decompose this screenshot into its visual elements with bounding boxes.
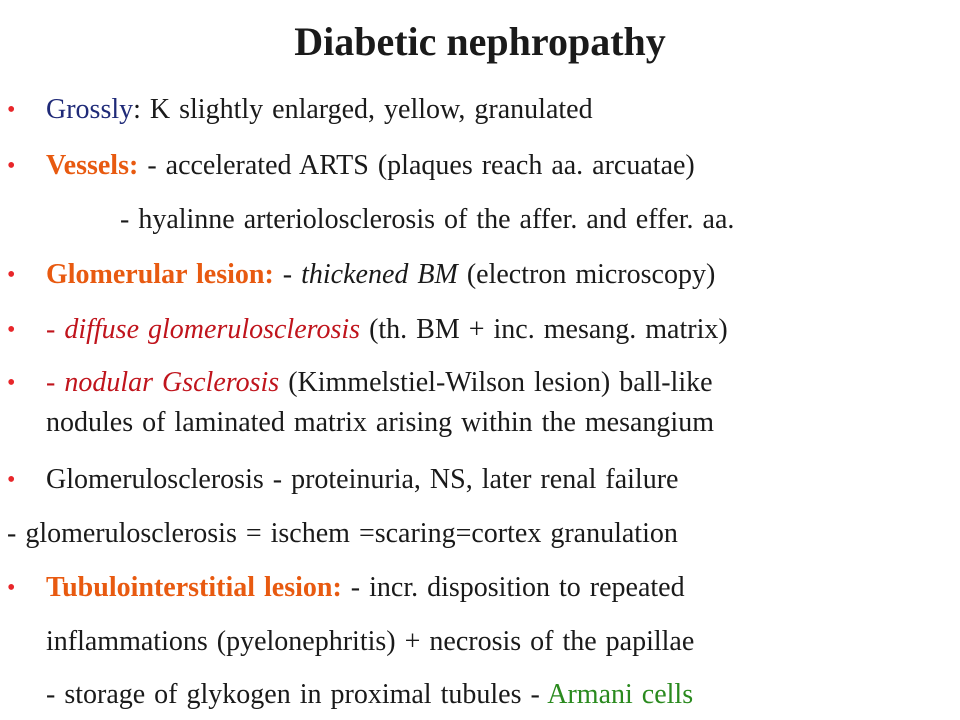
bullet-icon: • [7,467,16,493]
tubulointerstitial-label: Tubulointerstitial lesion: [46,572,342,603]
bullet-icon: • [7,97,16,123]
bullet-icon: • [7,262,16,288]
glomerular-label: Glomerular lesion: [46,259,274,290]
bullet-icon: • [7,575,16,601]
glykogen-text: - storage of glykogen in proximal tubules - [46,679,548,710]
slide-title: Diabetic nephropathy [294,19,666,64]
hyaline-text: - hyalinne arteriolosclerosis of the affer. and effer. aa. [120,204,735,235]
bullet-icon: • [7,153,16,179]
bullet-icon: • [7,317,16,343]
granulation-text: - glomerulosclerosis = ischem =scaring=cortex granulation [7,518,678,549]
diffuse-term: diffuse glomerulosclerosis [64,314,361,345]
proteinuria-text: Glomerulosclerosis - proteinuria, NS, later renal failure [46,464,679,495]
vessels-label: Vessels: [46,150,139,181]
armani-cells: Armani cells [547,679,694,710]
vessels-text: - accelerated ARTS (plaques reach aa. arcuatae) [138,150,695,181]
grossly-text: : K slightly enlarged, yellow, granulated [133,94,593,125]
nodular-term: nodular Gsclerosis [64,367,280,398]
nodules-text: nodules of laminated matrix arising within the mesangium [46,407,714,438]
bullet-icon: • [7,370,16,396]
thickened-bm: thickened BM [301,259,458,290]
inflammations-text: inflammations (pyelonephritis) + necrosis of the papillae [46,626,695,657]
slide: Diabetic nephropathy • Grossly: K slightly enlarged, yellow, granulated • Vessels: - accelerated ARTS (plaques reach aa. arcuatae) - hyalinne arteriolosclerosis of the affer. and effer. aa. • Glomerular lesion: - thickened BM (electron microscopy) • - diffuse glomerulosclerosis (th. BM + inc. mesang. matrix) • - nodular Gsclerosis (Kimmelstiel-Wilson lesion) ball-like nodules of laminated matrix arising within the mesangium • Glomerulosclerosis - proteinuria, NS, later renal failure - glomerulosclerosis = ischem =scaring=cortex granulation • Tubulointerstitial lesion: - incr. disposition to repeated inflammations (pyelonephritis) + necrosis of the papillae - storage of glykogen in proximal tubules - Armani cells [0,0,960,720]
grossly-label: Grossly [46,94,134,125]
